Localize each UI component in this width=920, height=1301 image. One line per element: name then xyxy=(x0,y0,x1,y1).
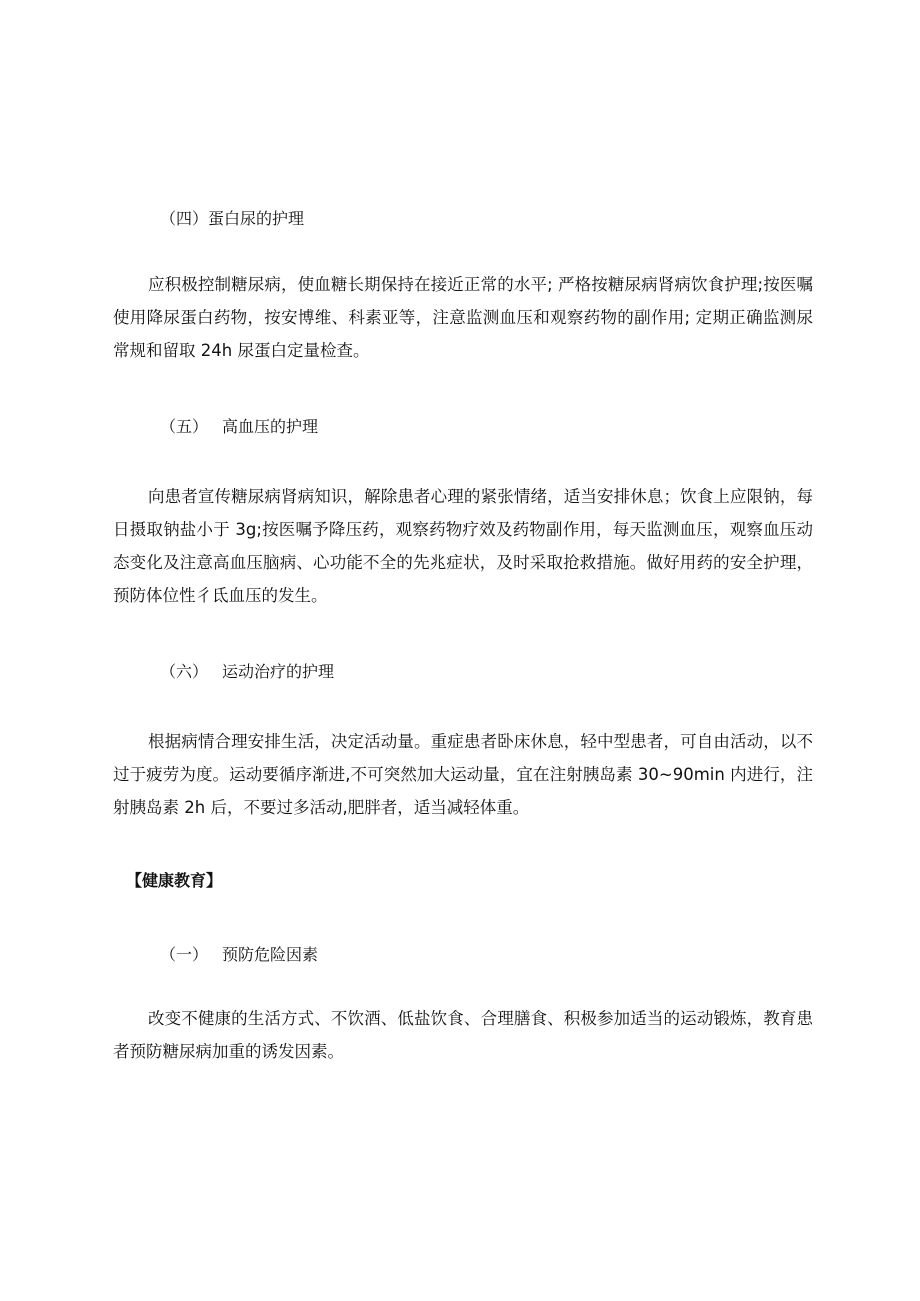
section-title: 运动治疗的护理 xyxy=(222,662,335,681)
section-heading-5 xyxy=(160,416,318,438)
section-body-1: 改变不健康的生活方式、不饮酒、低盐饮食、合理膳食、积极参加适当的运动锻炼，教育患者预防糖尿病加重的诱发因素。 xyxy=(113,1009,813,1061)
section-title: 蛋白尿的护理 xyxy=(208,209,305,228)
section-heading-6 xyxy=(160,661,334,683)
section-number: （一） xyxy=(160,945,209,964)
section-number: （六） xyxy=(160,662,209,681)
section-body-5: 向患者宣传糖尿病肾病知识，解除患者心理的紧张情绪，适当安排休息；饮食上应限钠，每日摄取钠盐小于 3g;按医嘱予降压药，观察药物疗效及药物副作用，每天监测血压，观察血压动态变化及注意高血压脑病、心功能不全的先兆症状，及时采取抢救措施。做好用药的安全护理，预防体位性彳氐血压的发生。 xyxy=(113,487,813,605)
section-heading-4 xyxy=(160,208,304,230)
section-number: （四） xyxy=(160,209,209,228)
section-number: （五） xyxy=(160,417,209,436)
health-education-heading: 【健康教育】 xyxy=(126,871,223,890)
section-body-4: 应积极控制糖尿病，使血糖长期保持在接近正常的水平; 严格按糖尿病肾病饮食护理;按医嘱使用降尿蛋白药物，按安博维、科素亚等，注意监测血压和观察药物的副作用; 定期正确监测尿常规和留取 24h 尿蛋白定量检查。 xyxy=(113,275,813,360)
section-title: 预防危险因素 xyxy=(222,945,319,964)
section-heading-1 xyxy=(160,944,318,966)
section-body-6: 根据病情合理安排生活，决定活动量。重症患者卧床休息，轻中型患者，可自由活动，以不过于疲劳为度。运动要循序渐进,不可突然加大运动量，宜在注射胰岛素 30~90min 内进行，注射胰岛素 2h 后，不要过多活动,肥胖者，适当减轻体重。 xyxy=(113,732,813,817)
section-title: 高血压的护理 xyxy=(222,417,319,436)
